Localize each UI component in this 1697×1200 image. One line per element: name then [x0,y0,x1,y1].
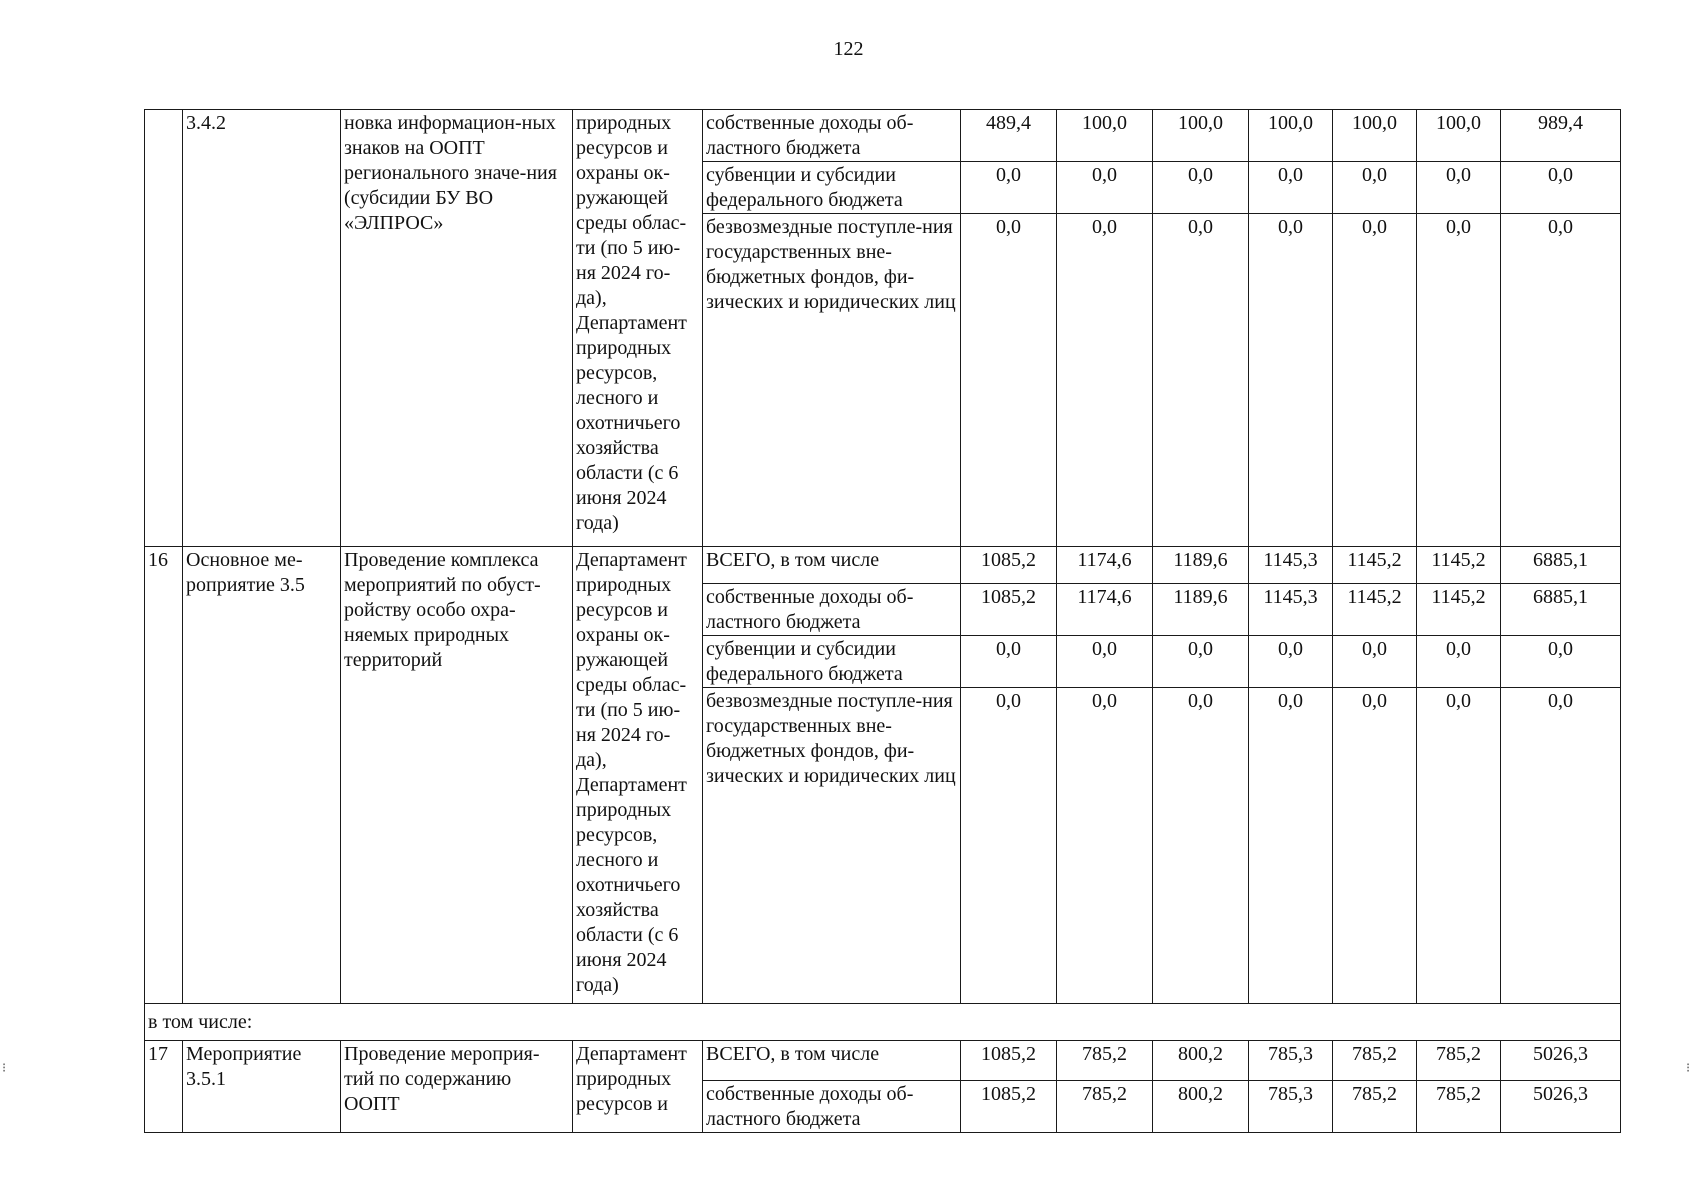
value-cell: 0,0 [1249,688,1333,1004]
value-cell: 1085,2 [961,547,1057,584]
value-cell: 0,0 [1057,162,1153,214]
value-cell: 0,0 [961,162,1057,214]
value-cell: 100,0 [1417,110,1501,162]
value-cell: 0,0 [1057,688,1153,1004]
executor-cell: Департамент природных ресурсов и [573,1041,703,1133]
activity-code-cell: Основное ме-роприятие 3.5 [183,547,341,1004]
total-cell: 6885,1 [1501,547,1621,584]
value-cell: 1145,2 [1417,584,1501,636]
value-cell: 1145,3 [1249,584,1333,636]
total-cell: 989,4 [1501,110,1621,162]
funding-source-cell: безвозмездные поступле-ния государственных вне-бюджетных фондов, фи-зических и юридических лиц [703,214,961,547]
value-cell: 1085,2 [961,1041,1057,1081]
value-cell: 0,0 [1333,688,1417,1004]
value-cell: 0,0 [1417,688,1501,1004]
value-cell: 0,0 [1153,636,1249,688]
funding-source-cell: ВСЕГО, в том числе [703,547,961,584]
value-cell: 0,0 [1249,162,1333,214]
value-cell: 1189,6 [1153,547,1249,584]
value-cell: 800,2 [1153,1081,1249,1133]
scan-edge-mark-left: ⁝ [2,1060,7,1075]
activity-name-cell: Проведение комплекса мероприятий по обуст-ройству особо охра-няемых природных территорий [341,547,573,1004]
funding-source-cell: ВСЕГО, в том числе [703,1041,961,1081]
value-cell: 0,0 [1417,214,1501,547]
funding-source-cell: собственные доходы об-ластного бюджета [703,584,961,636]
table-row [145,547,1621,584]
scan-edge-mark-right: ⁝ [1686,1060,1691,1075]
value-cell: 785,2 [1057,1041,1153,1081]
value-cell: 0,0 [961,688,1057,1004]
value-cell: 0,0 [1249,214,1333,547]
total-cell: 5026,3 [1501,1041,1621,1081]
total-cell: 0,0 [1501,214,1621,547]
value-cell: 0,0 [1153,214,1249,547]
value-cell: 100,0 [1057,110,1153,162]
value-cell: 1085,2 [961,1081,1057,1133]
value-cell: 1174,6 [1057,547,1153,584]
value-cell: 0,0 [1417,636,1501,688]
value-cell: 1189,6 [1153,584,1249,636]
value-cell: 0,0 [1057,214,1153,547]
budget-table [144,109,1621,1133]
value-cell: 0,0 [1153,162,1249,214]
funding-source-cell: собственные доходы об-ластного бюджета [703,110,961,162]
value-cell: 0,0 [961,214,1057,547]
value-cell: 785,3 [1249,1081,1333,1133]
value-cell: 0,0 [1333,162,1417,214]
funding-source-cell: субвенции и субсидии федерального бюджета [703,636,961,688]
executor-cell: природных ресурсов и охраны ок-ружающей среды облас-ти (по 5 ию-ня 2024 го-да), Департамент природных ресурсов, лесного и охотничьего хозяйства области (с 6 июня 2024 года) [573,110,703,547]
activity-name-cell: Проведение мероприя-тий по содержанию ООПТ [341,1041,573,1133]
value-cell: 0,0 [1057,636,1153,688]
value-cell: 785,2 [1333,1081,1417,1133]
total-cell: 0,0 [1501,636,1621,688]
table-row [145,110,1621,162]
row-number-cell: 16 [145,547,183,1004]
total-cell: 0,0 [1501,688,1621,1004]
value-cell: 1145,2 [1333,584,1417,636]
value-cell: 100,0 [1153,110,1249,162]
table-row [145,1041,1621,1081]
value-cell: 1145,2 [1417,547,1501,584]
total-cell: 0,0 [1501,162,1621,214]
value-cell: 785,2 [1417,1081,1501,1133]
value-cell: 100,0 [1333,110,1417,162]
value-cell: 785,2 [1057,1081,1153,1133]
row-number-cell: 17 [145,1041,183,1133]
value-cell: 785,3 [1249,1041,1333,1081]
funding-source-cell: субвенции и субсидии федерального бюджета [703,162,961,214]
value-cell: 0,0 [1153,688,1249,1004]
value-cell: 0,0 [1249,636,1333,688]
activity-code-cell: 3.4.2 [183,110,341,547]
table-row [145,1004,1621,1041]
section-label: в том числе: [145,1004,1621,1041]
funding-source-cell: собственные доходы об-ластного бюджета [703,1081,961,1133]
activity-name-cell: новка информацион-ных знаков на ООПТ регионального значе-ния (субсидии БУ ВО «ЭЛПРОС» [341,110,573,547]
value-cell: 785,2 [1417,1041,1501,1081]
value-cell: 100,0 [1249,110,1333,162]
value-cell: 1085,2 [961,584,1057,636]
value-cell: 0,0 [961,636,1057,688]
value-cell: 1174,6 [1057,584,1153,636]
activity-code-cell: Мероприятие 3.5.1 [183,1041,341,1133]
value-cell: 785,2 [1333,1041,1417,1081]
value-cell: 1145,3 [1249,547,1333,584]
row-number-cell [145,110,183,547]
executor-cell: Департамент природных ресурсов и охраны ок-ружающей среды облас-ти (по 5 ию-ня 2024 го-да), Департамент природных ресурсов, лесного и охотничьего хозяйства области (с 6 июня 2024 года) [573,547,703,1004]
funding-source-cell: безвозмездные поступле-ния государственных вне-бюджетных фондов, фи-зических и юридических лиц [703,688,961,1004]
value-cell: 489,4 [961,110,1057,162]
value-cell: 0,0 [1333,636,1417,688]
page-number: 122 [833,38,864,60]
value-cell: 800,2 [1153,1041,1249,1081]
value-cell: 0,0 [1333,214,1417,547]
value-cell: 1145,2 [1333,547,1417,584]
total-cell: 6885,1 [1501,584,1621,636]
total-cell: 5026,3 [1501,1081,1621,1133]
value-cell: 0,0 [1417,162,1501,214]
